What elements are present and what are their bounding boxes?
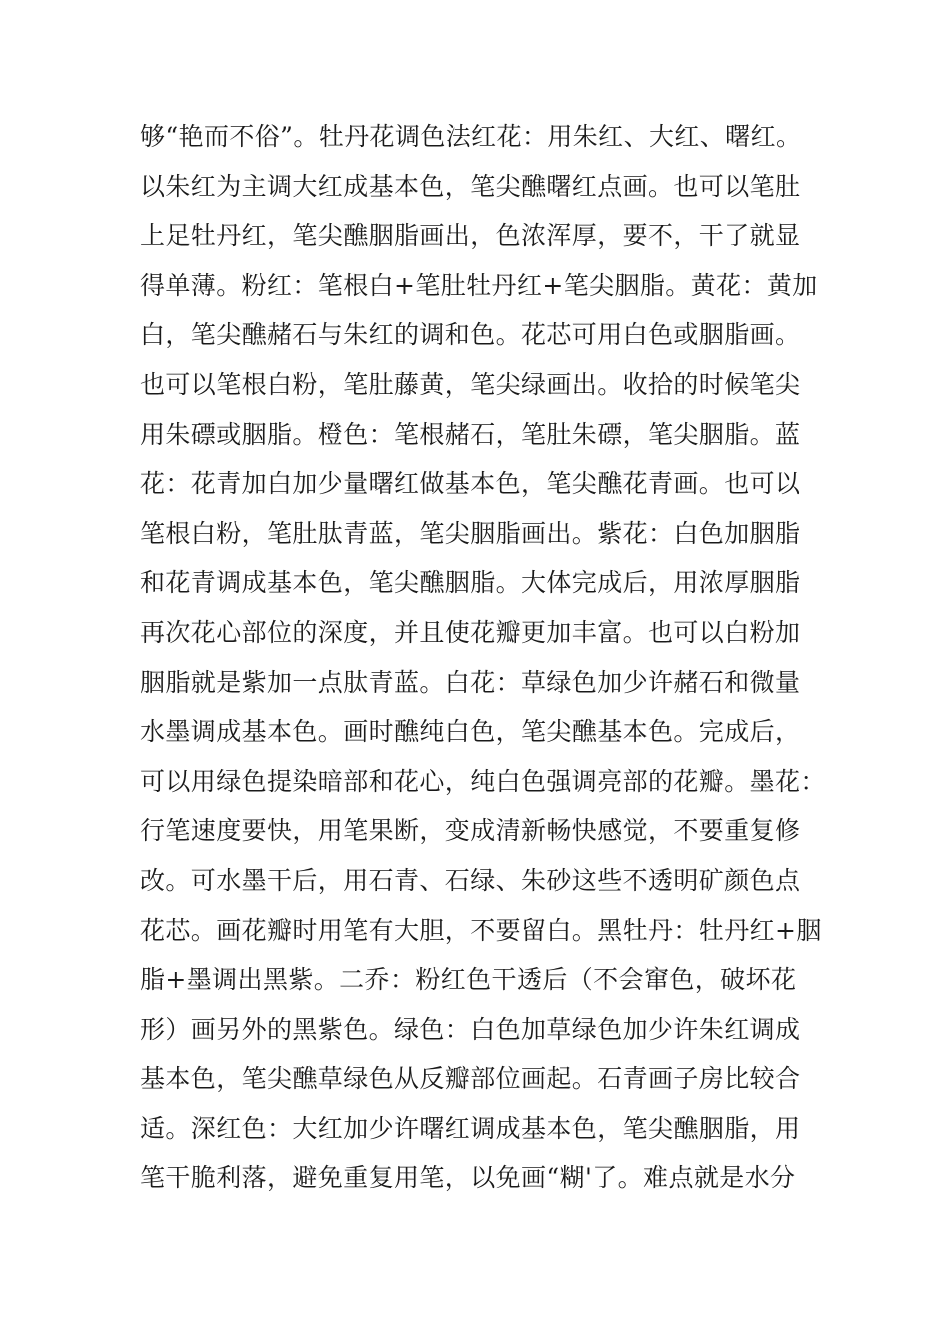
text-line: 笔根白粉，笔肚肽青蓝，笔尖胭脂画出。紫花：白色加胭脂 — [140, 518, 801, 548]
text-line: 基本色，笔尖醮草绿色从反瓣部位画起。石青画子房比较合 — [140, 1064, 801, 1094]
text-line: 用朱磦或胭脂。橙色：笔根赭石，笔肚朱磦，笔尖胭脂。蓝 — [140, 419, 801, 449]
text-line: 胭脂就是紫加一点肽青蓝。白花：草绿色加少许赭石和微量 — [140, 667, 801, 697]
text-line: 花：花青加白加少量曙红做基本色，笔尖醮花青画。也可以 — [140, 469, 801, 499]
text-line: 花芯。画花瓣时用笔有大胆，不要留白。黑牡丹：牡丹红+胭 — [140, 915, 822, 945]
text-line: 水墨调成基本色。画时醮纯白色，笔尖醮基本色。完成后， — [140, 717, 801, 747]
text-line: 改。可水墨干后，用石青、石绿、朱砂这些不透明矿颜色点 — [140, 865, 801, 895]
text-line: 也可以笔根白粉，笔肚藤黄，笔尖绿画出。收拾的时候笔尖 — [140, 369, 801, 399]
text-line: 够“艳而不俗”。牡丹花调色法红花：用朱红、大红、曙红。 — [140, 122, 802, 151]
text-line: 和花青调成基本色，笔尖醮胭脂。大体完成后，用浓厚胭脂 — [140, 568, 801, 598]
text-line: 上足牡丹红，笔尖醮胭脂画出，色浓浑厚，要不，干了就显 — [140, 221, 801, 251]
text-line: 脂+墨调出黑紫。二乔：粉红色干透后（不会窜色，破坏花 — [140, 965, 797, 995]
text-line: 白，笔尖醮赭石与朱红的调和色。花芯可用白色或胭脂画。 — [140, 320, 801, 350]
text-line: 适。深红色：大红加少许曙红调成基本色，笔尖醮胭脂，用 — [140, 1113, 801, 1143]
text-line: 可以用绿色提染暗部和花心，纯白色强调亮部的花瓣。墨花： — [140, 766, 826, 796]
text-line: 形）画另外的黑紫色。绿色：白色加草绿色加少许朱红调成 — [140, 1014, 801, 1044]
text-line: 得单薄。粉红：笔根白+笔肚牡丹红+笔尖胭脂。黄花：黄加 — [140, 270, 818, 300]
text-line: 以朱红为主调大红成基本色，笔尖醮曙红点画。也可以笔肚 — [140, 171, 801, 201]
text-line: 笔干脆利落，避免重复用笔，以免画“糊'了。难点就是水分 — [140, 1163, 796, 1193]
text-line: 再次花心部位的深度，并且使花瓣更加丰富。也可以白粉加 — [140, 617, 801, 647]
text-line: 行笔速度要快，用笔果断，变成清新畅快感觉，不要重复修 — [140, 816, 801, 846]
body-text — [140, 112, 830, 1203]
